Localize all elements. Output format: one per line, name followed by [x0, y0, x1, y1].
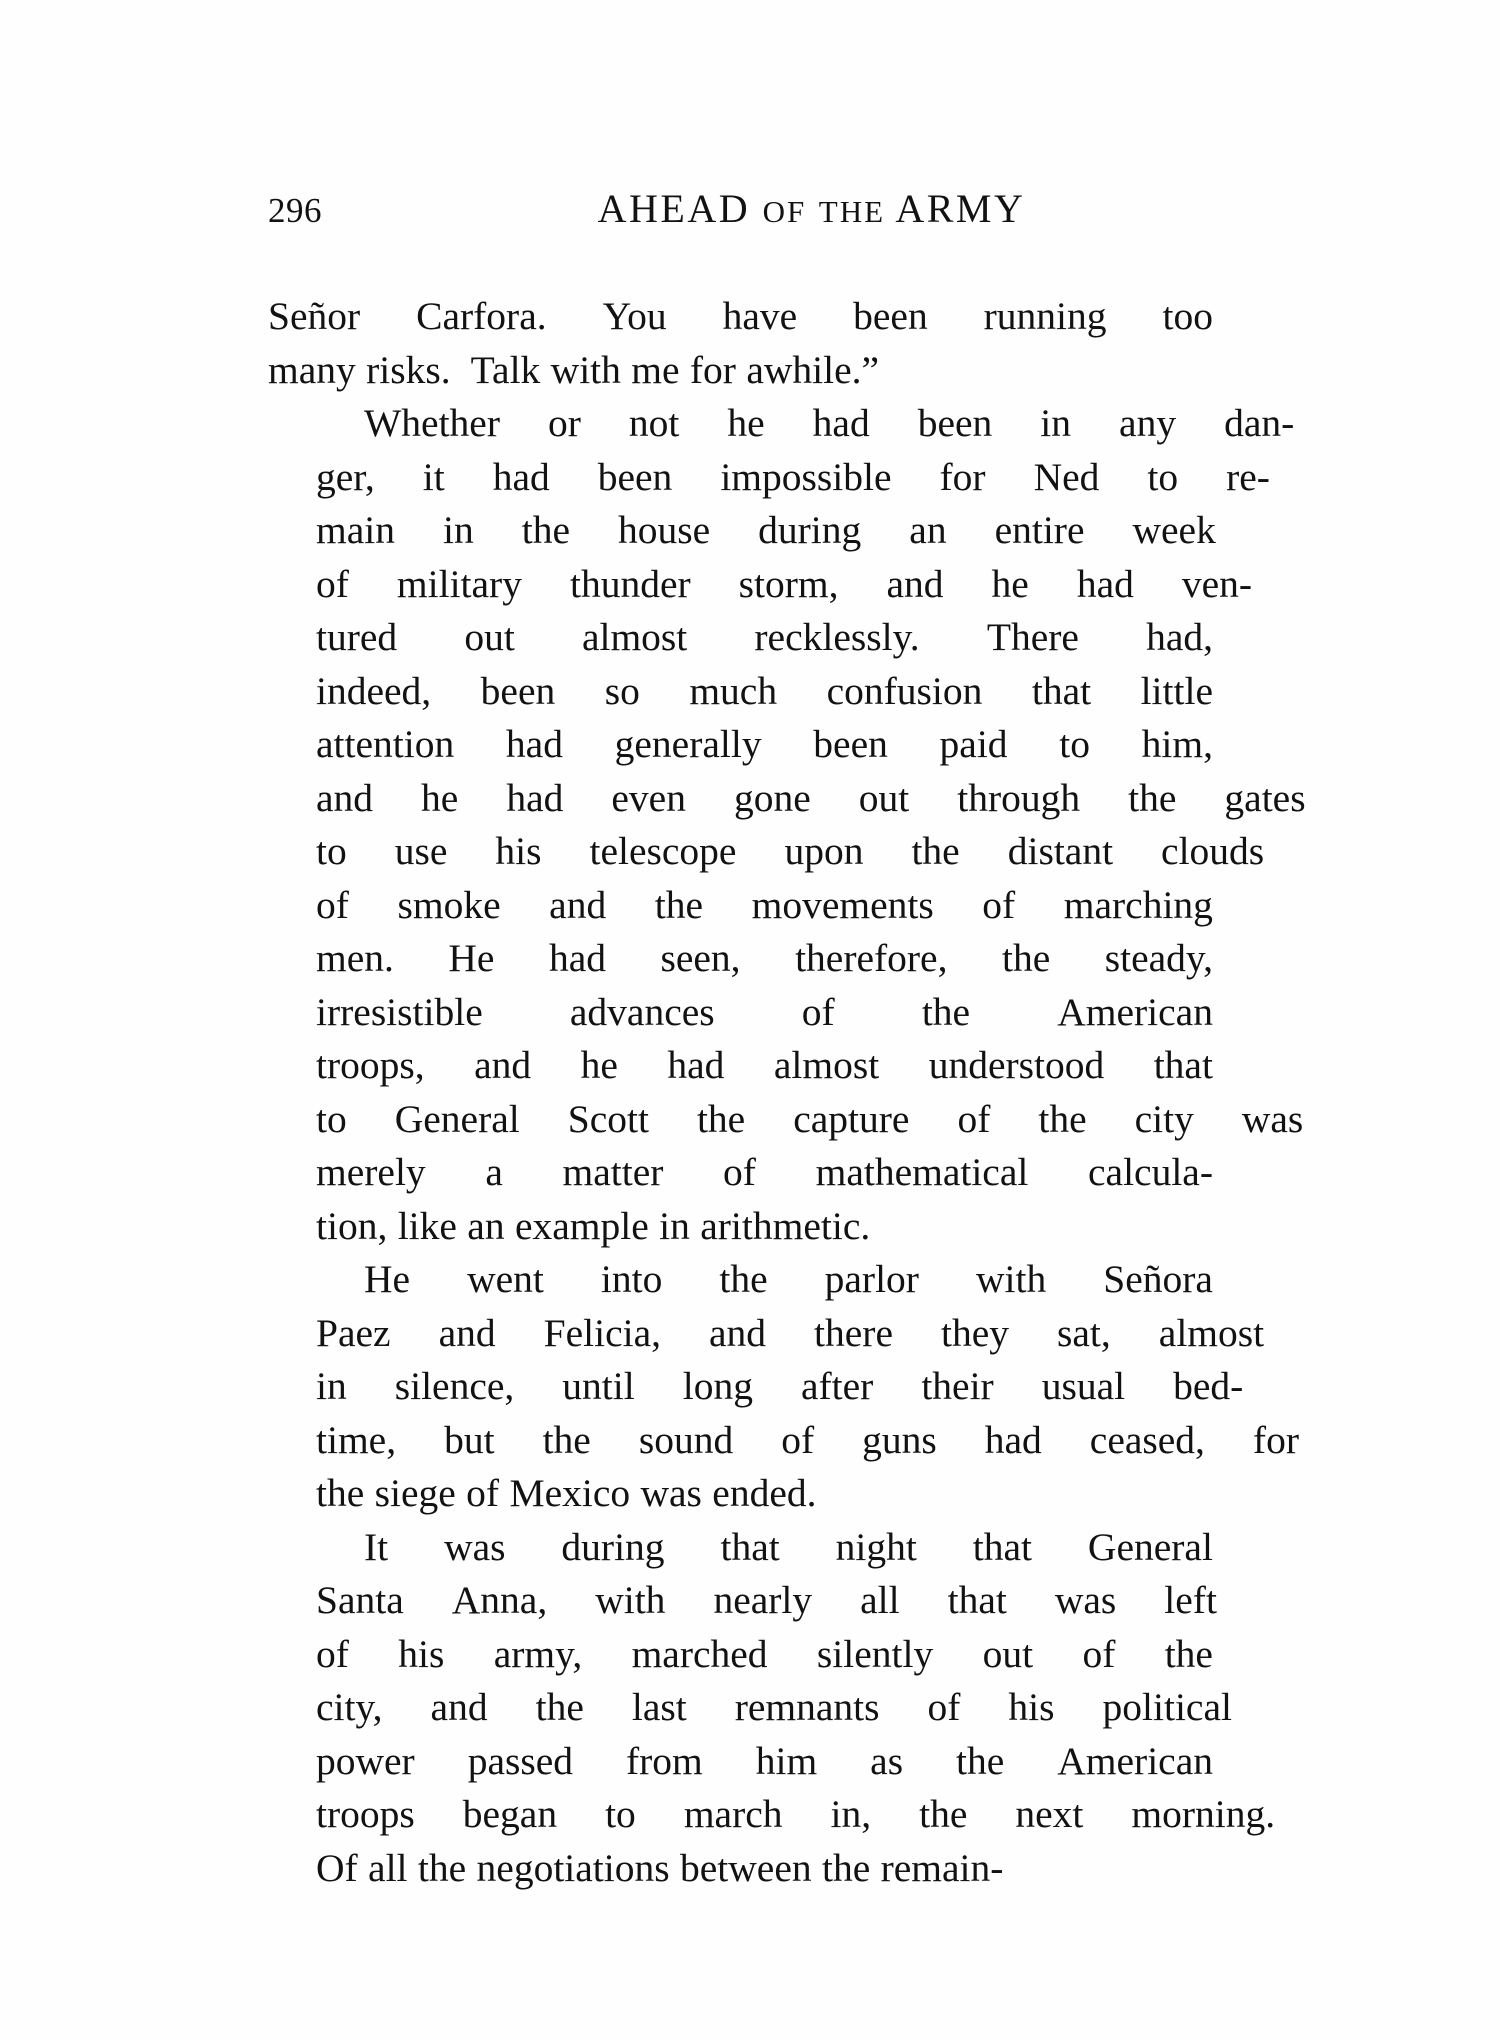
text-line: of smoke and the movements of marching [316, 882, 1213, 927]
running-head [268, 185, 1213, 232]
text-line: troops began to march in, the next morning. [316, 1792, 1276, 1836]
text-line: He went into the parlor with Señora [364, 1257, 1213, 1301]
text-line: city, and the last remnants of his political [316, 1685, 1232, 1729]
text-line: It was during that night that General [364, 1524, 1213, 1569]
text-line: Whether or not he had been in any dan- [364, 401, 1295, 445]
page-title-word-1: AHEAD [597, 186, 751, 231]
page-number: 296 [268, 191, 322, 230]
paragraph [268, 290, 1213, 397]
text-line: Señor Carfora. You have been running too [268, 294, 1213, 338]
page-title [428, 185, 1213, 232]
text-line: power passed from him as the American [316, 1738, 1213, 1783]
text-line: men. He had seen, therefore, the steady, [316, 936, 1213, 980]
page-title-word-4: ARMY [895, 186, 1026, 231]
paragraph [268, 1521, 1276, 1896]
text-line: of military thunder storm, and he had ven- [316, 561, 1253, 606]
text-line: Santa Anna, with nearly all that was left [316, 1578, 1217, 1622]
text-line: main in the house during an entire week [316, 508, 1216, 552]
text-line: indeed, been so much confusion that little [316, 668, 1213, 713]
page-content [268, 185, 1306, 1895]
body-text [268, 290, 1306, 1895]
text-line: many risks. Talk with me for awhile.” [268, 347, 880, 392]
text-line: attention had generally been paid to him, [316, 722, 1213, 766]
text-line: in silence, until long after their usual bed- [316, 1364, 1244, 1408]
page-title-word-3: THE [818, 194, 886, 229]
text-line: Of all the negotiations between the remain- [316, 1845, 1004, 1890]
text-line: ger, it had been impossible for Ned to re- [316, 454, 1270, 499]
text-line: irresistible advances of the American [316, 989, 1213, 1034]
text-line: to use his telescope upon the distant clouds [316, 829, 1265, 873]
text-line: time, but the sound of guns had ceased, for [316, 1417, 1299, 1462]
text-line: the siege of Mexico was ended. [316, 1471, 817, 1515]
text-line: of his army, marched silently out of the [316, 1631, 1213, 1676]
text-line: merely a matter of mathematical calcula- [316, 1150, 1213, 1194]
text-line: to General Scott the capture of the city was [316, 1096, 1304, 1141]
text-line: and he had even gone out through the gates [316, 775, 1306, 820]
paragraph [268, 397, 1306, 1253]
page-title-word-2: OF [762, 194, 807, 229]
paragraph [268, 1253, 1299, 1521]
text-line: tion, like an example in arithmetic. [316, 1203, 871, 1248]
text-line: troops, and he had almost understood that [316, 1043, 1213, 1087]
text-line: Paez and Felicia, and there they sat, almost [316, 1310, 1265, 1355]
text-line: tured out almost recklessly. There had, [316, 615, 1213, 659]
